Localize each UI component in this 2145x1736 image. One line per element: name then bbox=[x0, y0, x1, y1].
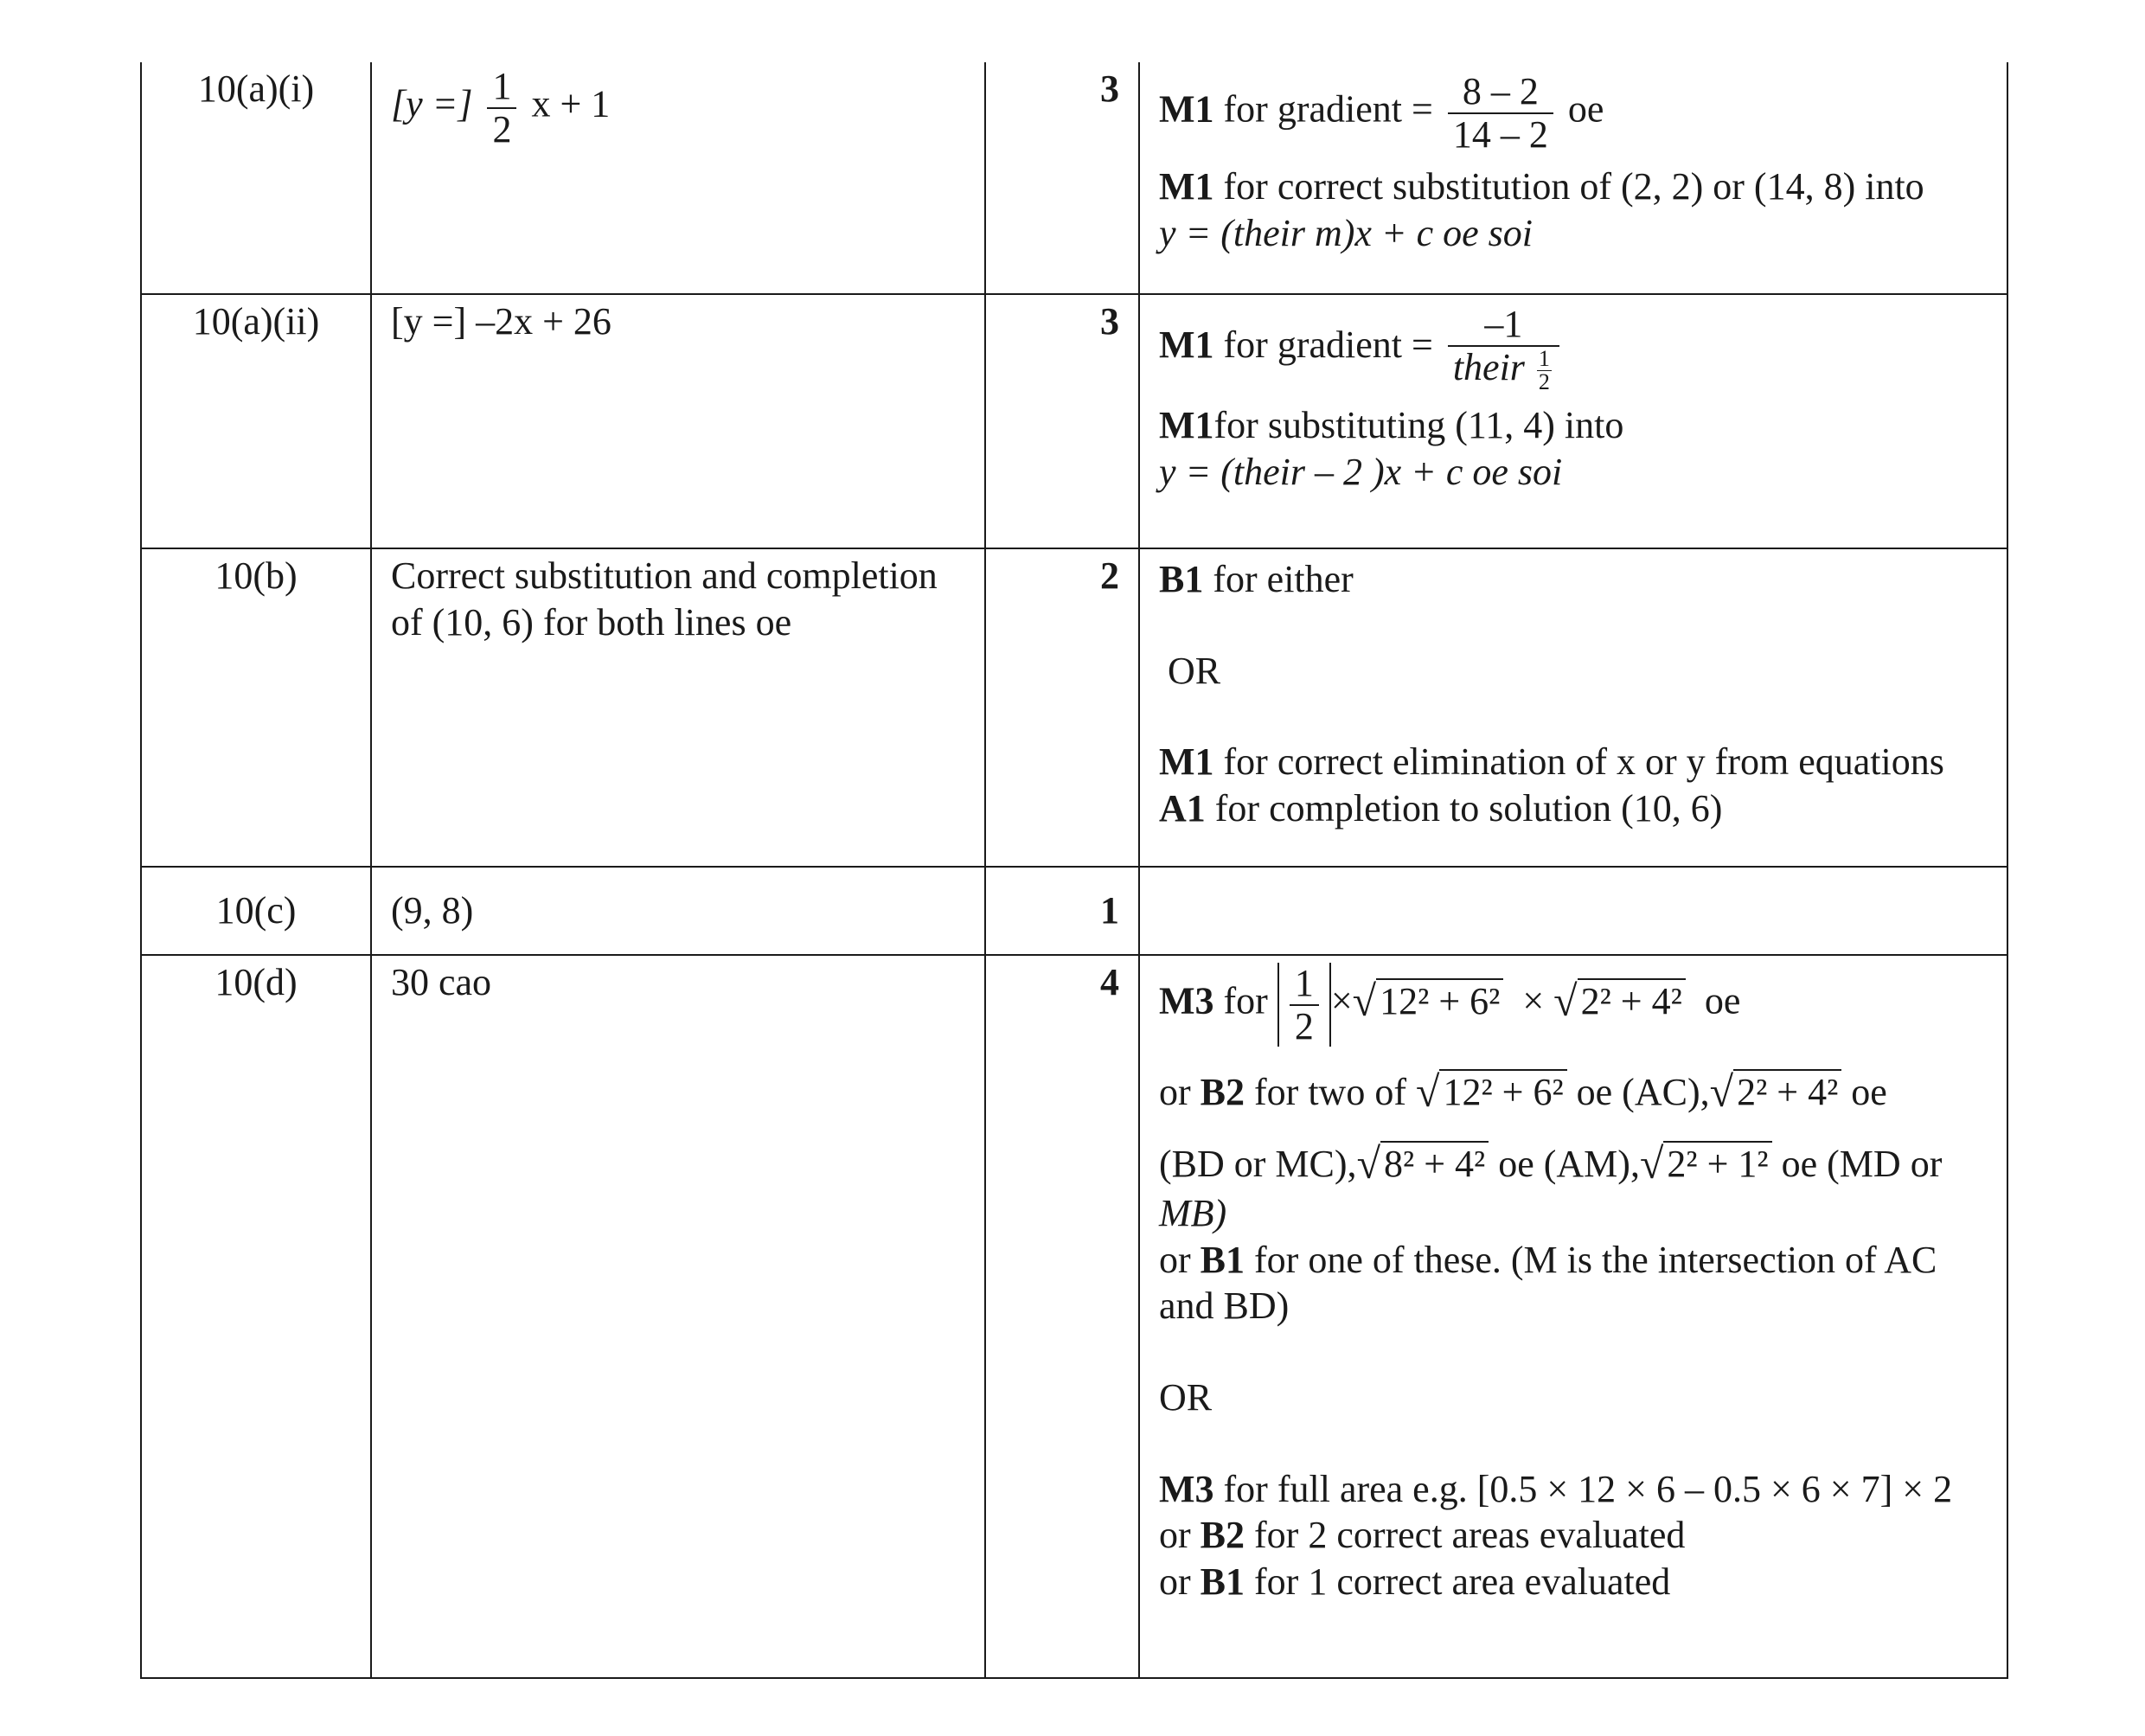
small-fraction bbox=[1537, 345, 1552, 394]
table-row bbox=[141, 867, 2007, 955]
guidance-cell bbox=[1139, 867, 2007, 955]
mark-label: M1 bbox=[1159, 740, 1214, 784]
mark-label: M3 bbox=[1159, 1467, 1214, 1510]
guidance-cell bbox=[1139, 62, 2007, 294]
answer-cell: Correct substitution and completion of (10, 6) for both lines oe bbox=[371, 548, 985, 867]
mark-label: M1 bbox=[1159, 403, 1214, 446]
guidance-text: for bbox=[1223, 979, 1268, 1022]
radicand: 12² + 6² bbox=[1376, 978, 1503, 1022]
guidance-text: oe bbox=[1704, 979, 1741, 1022]
mark-label: M1 bbox=[1159, 165, 1214, 208]
their-text: their bbox=[1452, 345, 1525, 388]
gradient-fraction bbox=[1448, 304, 1559, 394]
guidance-text: MB) bbox=[1159, 1192, 1227, 1235]
radicand: 2² + 1² bbox=[1663, 1141, 1771, 1185]
fraction-numerator: 1 bbox=[1538, 345, 1550, 371]
guidance-text: y = (their m)x + c oe soi bbox=[1159, 211, 1534, 254]
mark-label: B1 bbox=[1159, 558, 1204, 600]
guidance-text: oe bbox=[1567, 87, 1604, 131]
mark-label: M3 bbox=[1159, 979, 1214, 1022]
guidance-cell bbox=[1139, 294, 2007, 548]
half-fraction bbox=[1290, 963, 1319, 1047]
guidance-text: oe (MD or bbox=[1781, 1143, 1943, 1186]
sqrt-expression: √2² + 4² bbox=[1710, 1066, 1842, 1118]
fraction-denominator: 2 bbox=[1538, 368, 1550, 394]
guidance-cell: M3 for $\frac{1}{2}$ ×√12² + 6² × √2² + 4² oe or B2 for two of √12² + 6² oe (AC),√2² + 4² oe (BD or MC),√8² + 4² oe (AM),√2² + 1² oe (MD or MB) or B1 for one of these. (M is the intersection of AC and BD) OR M3 for full area e.g. [0.5 × 12 × 6 – 0.5 × 6 × 7] × 2 or B2 for 2 correct areas evaluated or B1 for 1 correct area evaluated bbox=[1139, 955, 2007, 1678]
answer-prefix: [y =] bbox=[391, 82, 473, 125]
answer-cell: [y =] –2x + 26 bbox=[371, 294, 985, 548]
fraction-numerator: 1 bbox=[487, 66, 516, 109]
guidance-text: for 2 correct areas evaluated bbox=[1254, 1514, 1686, 1557]
radicand: 2² + 4² bbox=[1578, 978, 1686, 1022]
guidance-text: for correct substitution of (2, 2) or (14, 8) into bbox=[1223, 165, 1924, 208]
question-cell: 10(d) bbox=[141, 955, 371, 1678]
fraction-denominator: 2 bbox=[1294, 1004, 1314, 1047]
answer-cell: 30 cao bbox=[371, 955, 985, 1678]
guidance-text: for one of these. (M is the intersection of AC bbox=[1254, 1238, 1937, 1281]
guidance-text: and BD) bbox=[1159, 1284, 1290, 1328]
guidance-text: for substituting (11, 4) into bbox=[1213, 403, 1624, 446]
guidance-text: or bbox=[1159, 1514, 1191, 1557]
sqrt-expression: √12² + 6² bbox=[1416, 1066, 1567, 1118]
sqrt-expression: √8² + 4² bbox=[1357, 1137, 1489, 1190]
mark-label: B2 bbox=[1200, 1514, 1245, 1557]
guidance-text: (BD or MC), bbox=[1159, 1143, 1357, 1186]
answer-fraction bbox=[487, 66, 516, 150]
marks-cell: 4 bbox=[985, 955, 1139, 1678]
guidance-text: or bbox=[1159, 1071, 1191, 1114]
guidance-text: oe (AM), bbox=[1498, 1143, 1640, 1186]
fraction-denominator: 2 bbox=[492, 107, 512, 151]
answer-suffix: x + 1 bbox=[531, 82, 611, 125]
guidance-text: or bbox=[1159, 1238, 1191, 1281]
guidance-text: for full area e.g. [0.5 × 12 × 6 – 0.5 × 6 × 7] × 2 bbox=[1223, 1467, 1953, 1510]
mark-label: M1 bbox=[1159, 323, 1214, 367]
mark-scheme-table bbox=[140, 62, 2008, 1679]
marks-cell: 3 bbox=[985, 62, 1139, 294]
fraction-numerator: –1 bbox=[1448, 304, 1559, 347]
guidance-text: oe bbox=[1851, 1071, 1887, 1114]
mark-label: M1 bbox=[1159, 87, 1214, 131]
guidance-text: for gradient = bbox=[1223, 323, 1433, 367]
question-cell: 10(a)(i) bbox=[141, 62, 371, 294]
guidance-text: oe (AC), bbox=[1576, 1071, 1710, 1114]
gradient-fraction bbox=[1448, 71, 1553, 155]
guidance-text: or bbox=[1159, 1560, 1191, 1604]
guidance-cell bbox=[1139, 548, 2007, 867]
question-cell: 10(a)(ii) bbox=[141, 294, 371, 548]
answer-cell: (9, 8) bbox=[371, 867, 985, 955]
marks-cell: 2 bbox=[985, 548, 1139, 867]
mark-label: B1 bbox=[1200, 1238, 1245, 1281]
fraction-denominator: 14 – 2 bbox=[1452, 112, 1548, 156]
mark-label: B2 bbox=[1200, 1071, 1245, 1114]
marks-cell: 1 bbox=[985, 867, 1139, 955]
sqrt-expression: √2² + 1² bbox=[1640, 1137, 1772, 1190]
guidance-text: for gradient = bbox=[1223, 87, 1433, 131]
or-divider: OR bbox=[1159, 1376, 1213, 1419]
mark-label: A1 bbox=[1159, 787, 1206, 830]
table-row bbox=[141, 294, 2007, 548]
question-cell: 10(c) bbox=[141, 867, 371, 955]
answer-cell bbox=[371, 62, 985, 294]
question-cell: 10(b) bbox=[141, 548, 371, 867]
fraction-numerator: 8 – 2 bbox=[1448, 71, 1553, 114]
table-row bbox=[141, 955, 2007, 1678]
sqrt-expression: √12² + 6² bbox=[1353, 975, 1504, 1028]
guidance-text: for two of bbox=[1254, 1071, 1406, 1114]
guidance-text: y = (their – 2 )x + c oe soi bbox=[1159, 450, 1563, 493]
mark-label: B1 bbox=[1200, 1560, 1245, 1604]
table-row bbox=[141, 62, 2007, 294]
guidance-text: for completion to solution (10, 6) bbox=[1214, 787, 1723, 830]
radicand: 2² + 4² bbox=[1733, 1069, 1841, 1113]
table-row bbox=[141, 548, 2007, 867]
radicand: 8² + 4² bbox=[1380, 1141, 1489, 1185]
bracket-half bbox=[1277, 963, 1331, 1047]
or-divider: OR bbox=[1168, 649, 1221, 692]
sqrt-expression: √2² + 4² bbox=[1553, 975, 1686, 1028]
fraction-numerator: 1 bbox=[1290, 963, 1319, 1006]
guidance-text: for 1 correct area evaluated bbox=[1254, 1560, 1671, 1604]
guidance-text: for correct elimination of x or y from equations bbox=[1223, 740, 1944, 784]
radicand: 12² + 6² bbox=[1439, 1069, 1566, 1113]
marks-cell: 3 bbox=[985, 294, 1139, 548]
guidance-text: for either bbox=[1213, 558, 1354, 600]
fraction-denominator bbox=[1448, 347, 1559, 394]
